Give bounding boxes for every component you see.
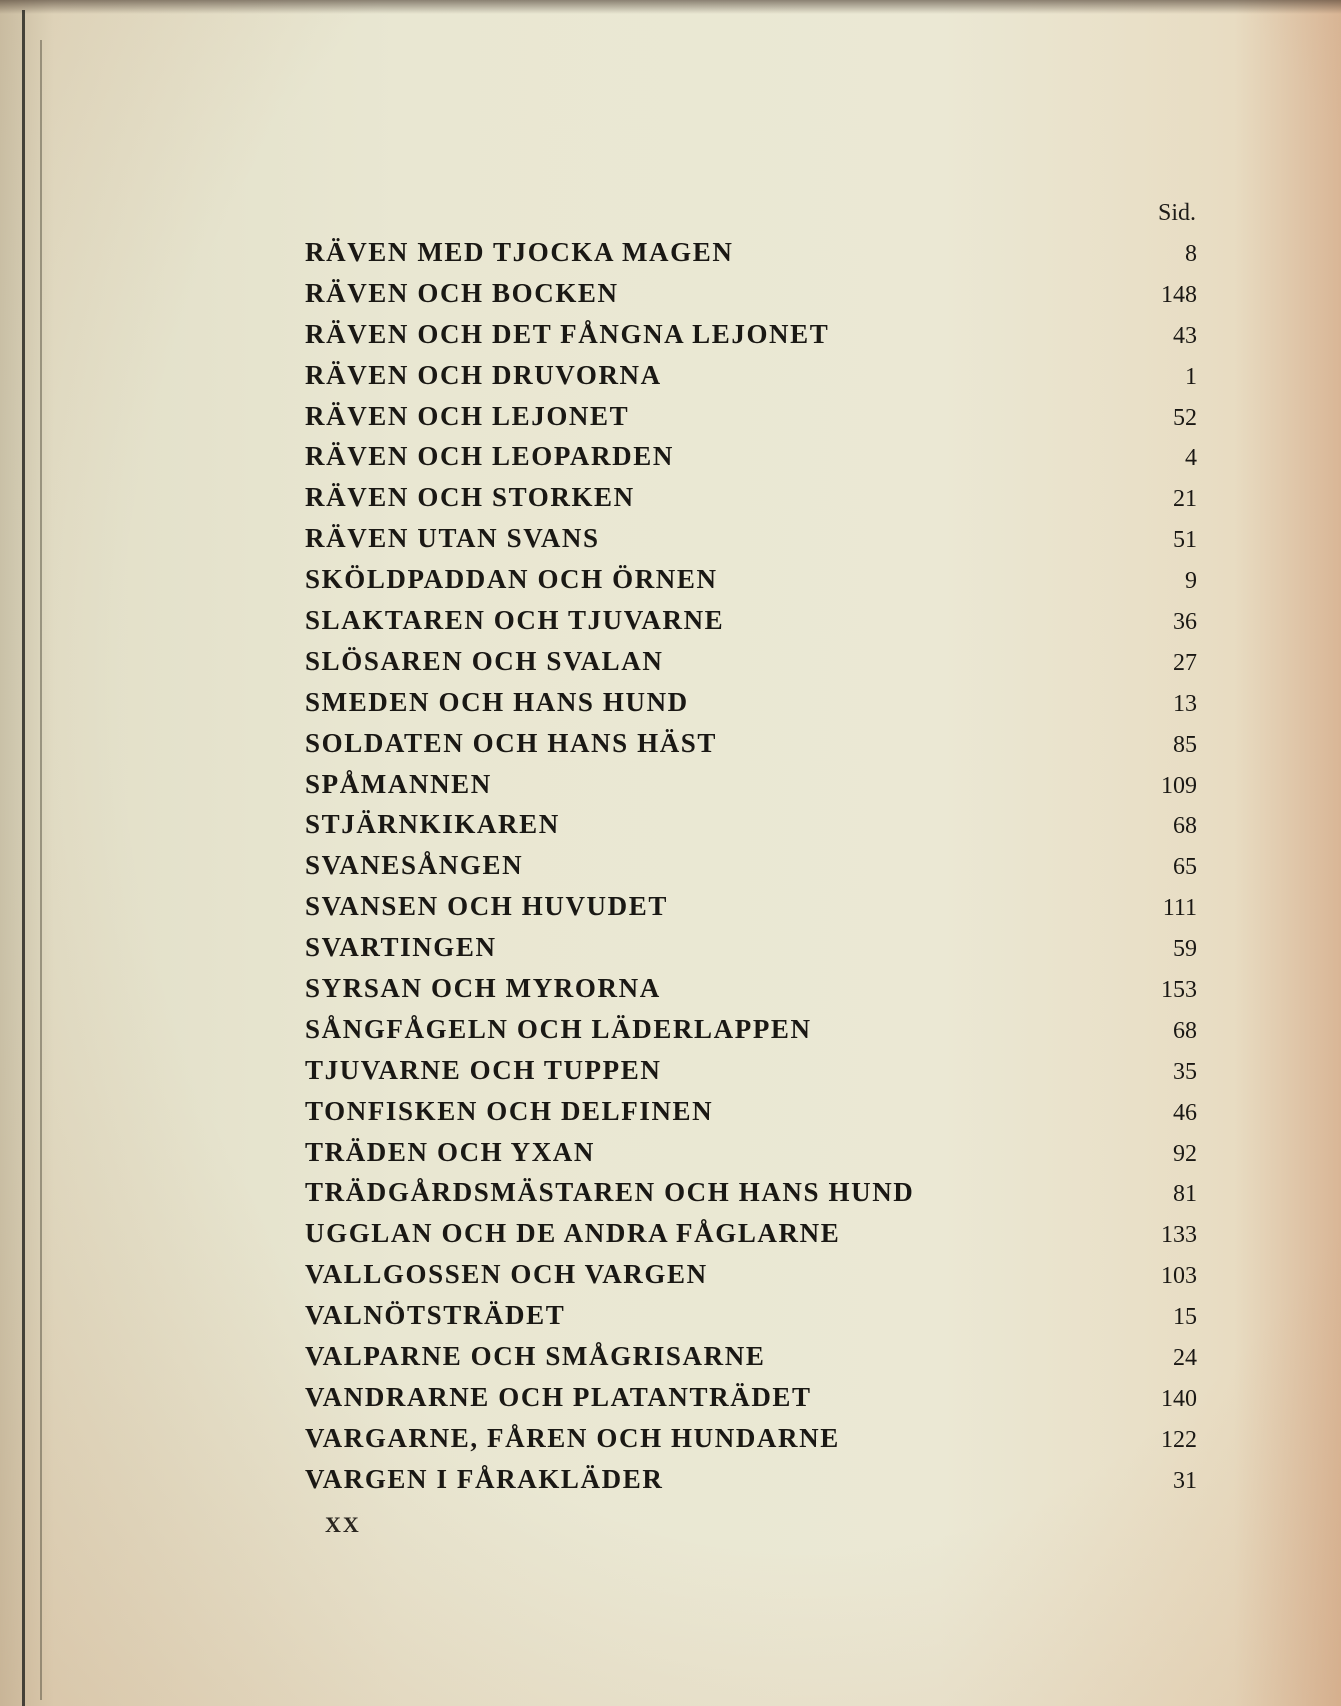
toc-entry-page: 52 (1173, 404, 1197, 431)
toc-entry-page: 46 (1173, 1099, 1197, 1126)
table-of-contents (305, 232, 1197, 1500)
toc-entry-title: RÄVEN OCH LEJONET (305, 400, 630, 431)
toc-entry (305, 232, 1197, 273)
toc-entry (305, 845, 1197, 886)
toc-entry-title: SYRSAN OCH MYRORNA (305, 973, 661, 1004)
toc-entry (305, 396, 1197, 437)
toc-entry (305, 1254, 1197, 1295)
toc-entry-title: VANDRARNE OCH PLATANTRÄDET (305, 1381, 812, 1412)
toc-entry-title: RÄVEN OCH DRUVORNA (305, 359, 662, 390)
toc-entry (305, 641, 1197, 682)
toc-entry (305, 1091, 1197, 1132)
toc-entry (305, 1172, 1197, 1213)
toc-entry (305, 436, 1197, 477)
toc-entry-page: 8 (1185, 241, 1197, 267)
toc-entry-page: 153 (1161, 977, 1197, 1004)
page-column-header: Sid. (1157, 200, 1196, 226)
toc-entry-page: 59 (1173, 936, 1197, 963)
toc-entry-title: SVANSEN OCH HUVUDET (305, 891, 668, 922)
page-number: XX (325, 1512, 361, 1537)
toc-entry-page: 103 (1161, 1263, 1197, 1290)
toc-entry-page: 43 (1173, 322, 1197, 349)
toc-entry-title: SÅNGFÅGELN OCH LÄDERLAPPEN (305, 1013, 812, 1044)
toc-entry-title: VALLGOSSEN OCH VARGEN (305, 1259, 708, 1290)
toc-entry-page: 65 (1173, 854, 1197, 881)
toc-entry-title: SMEDEN OCH HANS HUND (305, 686, 689, 717)
toc-entry-title: VALNÖTSTRÄDET (305, 1300, 566, 1331)
toc-entry (305, 1050, 1197, 1091)
toc-entry-page: 21 (1173, 486, 1197, 513)
toc-entry-title: TRÄDGÅRDSMÄSTAREN OCH HANS HUND (305, 1177, 915, 1208)
toc-entry (305, 1377, 1197, 1418)
toc-entry-page: 111 (1162, 895, 1197, 922)
binding-edge-line (22, 10, 25, 1706)
toc-entry-page: 4 (1185, 445, 1197, 472)
toc-entry-title: RÄVEN OCH STORKEN (305, 482, 635, 513)
toc-entry-page: 27 (1173, 649, 1197, 676)
toc-entry-page: 68 (1173, 813, 1197, 840)
toc-entry-title: VARGARNE, FÅREN OCH HUNDARNE (305, 1422, 840, 1453)
toc-entry-title: RÄVEN MED TJOCKA MAGEN (305, 237, 734, 267)
toc-entry (305, 804, 1197, 845)
toc-entry-page: 31 (1173, 1467, 1197, 1494)
toc-entry (305, 968, 1197, 1009)
toc-entry-title: TONFISKEN OCH DELFINEN (305, 1095, 714, 1126)
toc-entry-page: 122 (1161, 1426, 1197, 1453)
toc-entry (305, 682, 1197, 723)
toc-entry (305, 355, 1197, 396)
toc-entry-page: 35 (1173, 1058, 1197, 1085)
toc-entry-title: RÄVEN UTAN SVANS (305, 523, 600, 554)
toc-entry-page: 133 (1161, 1222, 1197, 1249)
toc-entry (305, 886, 1197, 927)
toc-entry (305, 1418, 1197, 1459)
toc-entry-title: SLAKTAREN OCH TJUVARNE (305, 605, 725, 636)
toc-entry (305, 314, 1197, 355)
toc-entry-page: 140 (1161, 1385, 1197, 1412)
toc-entry-title: RÄVEN OCH LEOPARDEN (305, 441, 674, 472)
toc-entry-page: 81 (1173, 1181, 1197, 1208)
toc-entry-page: 68 (1173, 1017, 1197, 1044)
toc-entry (305, 1295, 1197, 1336)
toc-entry (305, 559, 1197, 600)
toc-entry-title: SLÖSAREN OCH SVALAN (305, 645, 664, 676)
toc-entry-title: RÄVEN OCH DET FÅNGNA LEJONET (305, 318, 830, 349)
toc-entry-page: 92 (1173, 1140, 1197, 1167)
toc-entry (305, 273, 1197, 314)
toc-entry-title: STJÄRNKIKAREN (305, 809, 560, 840)
toc-entry-title: SKÖLDPADDAN OCH ÖRNEN (305, 564, 718, 595)
toc-entry-title: TJUVARNE OCH TUPPEN (305, 1054, 662, 1085)
toc-entry-page: 15 (1173, 1304, 1197, 1331)
toc-entry-title: RÄVEN OCH BOCKEN (305, 277, 619, 308)
toc-entry-title: SPÅMANNEN (305, 768, 492, 799)
toc-entry (305, 1213, 1197, 1254)
toc-entry (305, 927, 1197, 968)
toc-entry-page: 148 (1161, 281, 1197, 308)
toc-entry-page: 9 (1185, 568, 1197, 595)
toc-entry-title: VALPARNE OCH SMÅGRISARNE (305, 1341, 766, 1372)
toc-entry (305, 764, 1197, 805)
toc-entry-page: 51 (1173, 527, 1197, 554)
toc-entry-title: VARGEN I FÅRAKLÄDER (305, 1463, 664, 1494)
toc-entry (305, 1132, 1197, 1173)
toc-entry-page: 1 (1185, 363, 1197, 390)
toc-entry-title: SVANESÅNGEN (305, 850, 524, 881)
toc-entry-title: SOLDATEN OCH HANS HÄST (305, 727, 718, 758)
toc-entry-title: UGGLAN OCH DE ANDRA FÅGLARNE (305, 1218, 841, 1249)
toc-entry (305, 477, 1197, 518)
toc-entry (305, 723, 1197, 764)
toc-entry-page: 36 (1173, 609, 1197, 636)
toc-entry (305, 600, 1197, 641)
toc-entry-page: 85 (1173, 731, 1197, 758)
toc-entry (305, 518, 1197, 559)
toc-entry-title: TRÄDEN OCH YXAN (305, 1136, 596, 1167)
toc-entry-title: SVARTINGEN (305, 932, 497, 963)
toc-entry (305, 1459, 1197, 1500)
toc-entry-page: 24 (1173, 1345, 1197, 1372)
toc-entry (305, 1009, 1197, 1050)
toc-entry-page: 13 (1173, 690, 1197, 717)
binding-shadow-line (40, 40, 42, 1700)
toc-entry-page: 109 (1161, 772, 1197, 799)
toc-entry (305, 1336, 1197, 1377)
